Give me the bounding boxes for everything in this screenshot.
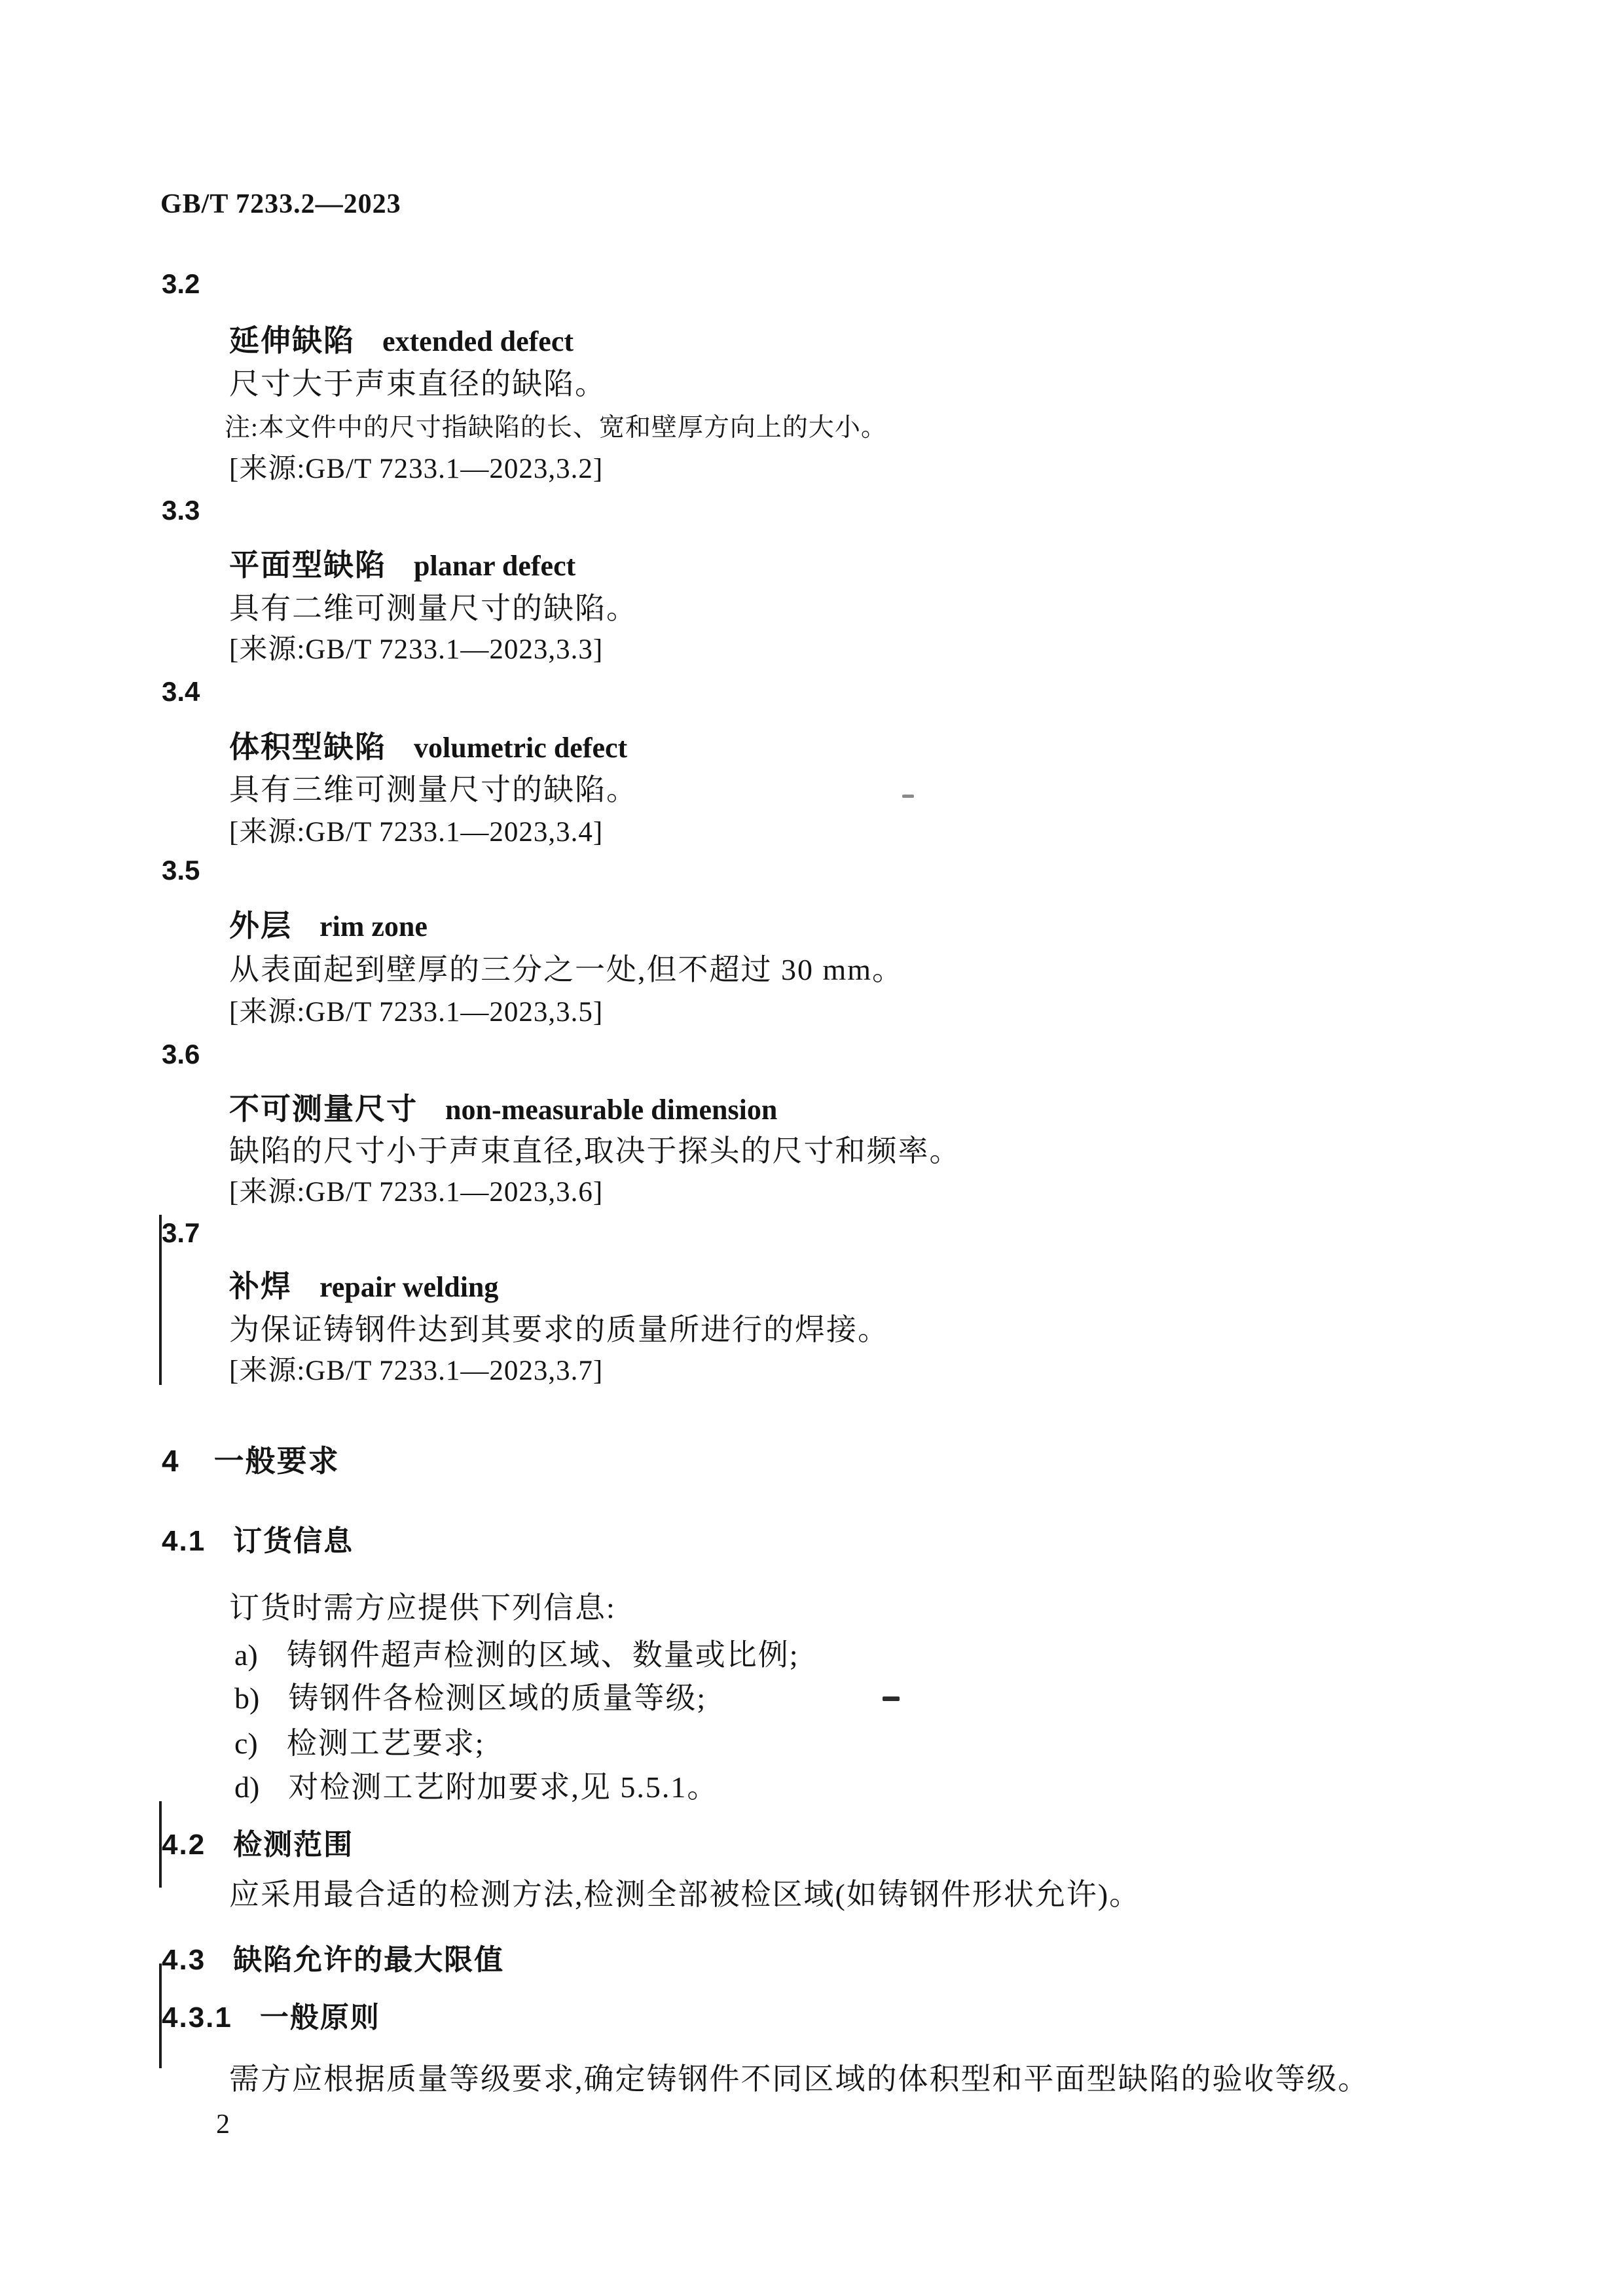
term-entry-3-6 xyxy=(229,1085,777,1128)
clause-title: 缺陷允许的最大限值 xyxy=(233,1944,505,1976)
term-definition: 具有二维可测量尺寸的缺陷。 xyxy=(229,592,638,625)
term-source: [来源:GB/T 7233.1—2023,3.7] xyxy=(229,1355,604,1386)
term-entry-3-4 xyxy=(229,723,627,766)
term-definition: 尺寸大于声束直径的缺陷。 xyxy=(229,367,606,401)
clause-title: 检测范围 xyxy=(233,1829,354,1861)
clause-number: 4.3 xyxy=(162,1944,206,1976)
list-label: a) xyxy=(234,1638,258,1672)
term-en: rim zone xyxy=(319,910,428,942)
page-header-standard-number: GB/T 7233.2—2023 xyxy=(160,189,401,219)
list-text: 铸钢件各检测区域的质量等级; xyxy=(288,1681,707,1715)
list-text: 对检测工艺附加要求,见 5.5.1。 xyxy=(288,1770,719,1804)
clause-number: 4.3.1 xyxy=(162,2001,232,2034)
term-entry-3-7 xyxy=(229,1263,498,1306)
term-note: 注:本文件中的尺寸指缺陷的长、宽和壁厚方向上的大小。 xyxy=(225,414,887,442)
term-source: [来源:GB/T 7233.1—2023,3.2] xyxy=(229,454,604,484)
scan-artifact-dash xyxy=(902,795,914,798)
term-definition: 为保证铸钢件达到其要求的质量所进行的焊接。 xyxy=(229,1313,889,1346)
clause-title: 订货信息 xyxy=(233,1525,354,1557)
clause-title: 一般原则 xyxy=(259,2001,380,2034)
term-source: [来源:GB/T 7233.1—2023,3.5] xyxy=(229,997,604,1028)
scan-artifact-dash xyxy=(883,1696,900,1701)
list-label: b) xyxy=(234,1681,260,1715)
clause-4-2-heading xyxy=(162,1821,354,1863)
term-zh: 补焊 xyxy=(229,1269,292,1303)
list-item-d xyxy=(234,1763,718,1806)
term-en: planar defect xyxy=(414,550,576,582)
list-text: 检测工艺要求; xyxy=(286,1727,485,1760)
list-text: 铸钢件超声检测的区域、数量或比例; xyxy=(286,1638,799,1672)
page-number: 2 xyxy=(216,2109,230,2140)
clause-4-1-heading xyxy=(162,1517,354,1559)
term-zh: 不可测量尺寸 xyxy=(229,1092,418,1126)
section-number-3-5: 3.5 xyxy=(162,855,200,886)
section-number-3-3: 3.3 xyxy=(162,495,200,526)
term-source: [来源:GB/T 7233.1—2023,3.3] xyxy=(229,634,604,665)
term-zh: 延伸缺陷 xyxy=(229,323,355,357)
term-source: [来源:GB/T 7233.1—2023,3.6] xyxy=(229,1177,604,1208)
list-label: d) xyxy=(234,1770,260,1804)
term-zh: 体积型缺陷 xyxy=(229,730,386,764)
term-zh: 平面型缺陷 xyxy=(229,548,386,582)
term-source: [来源:GB/T 7233.1—2023,3.4] xyxy=(229,817,604,848)
section-number-3-2: 3.2 xyxy=(162,268,200,299)
clause-4-3-1-body: 需方应根据质量等级要求,确定铸钢件不同区域的体积型和平面型缺陷的验收等级。 xyxy=(229,2062,1370,2096)
clause-number: 4 xyxy=(162,1444,180,1478)
term-en: volumetric defect xyxy=(414,732,628,764)
term-entry-3-2 xyxy=(229,317,574,360)
clause-number: 4.1 xyxy=(162,1525,206,1557)
term-en: repair welding xyxy=(319,1271,499,1303)
section-number-3-6: 3.6 xyxy=(162,1039,200,1069)
list-item-b xyxy=(234,1674,706,1717)
list-item-c xyxy=(234,1719,485,1763)
term-definition: 缺陷的尺寸小于声束直径,取决于探头的尺寸和频率。 xyxy=(229,1134,961,1168)
clause-4-2-body: 应采用最合适的检测方法,检测全部被检区域(如铸钢件形状允许)。 xyxy=(229,1878,1141,1911)
term-entry-3-3 xyxy=(229,541,575,584)
term-zh: 外层 xyxy=(229,908,292,942)
section-number-3-7: 3.7 xyxy=(162,1217,200,1248)
term-definition: 具有三维可测量尺寸的缺陷。 xyxy=(229,773,638,806)
clause-4-heading xyxy=(162,1437,340,1480)
clause-4-3-heading xyxy=(162,1936,504,1978)
section-number-3-4: 3.4 xyxy=(162,676,200,707)
term-en: non-measurable dimension xyxy=(445,1094,778,1126)
list-item-a xyxy=(234,1631,799,1674)
clause-number: 4.2 xyxy=(162,1829,206,1861)
term-en: extended defect xyxy=(382,325,574,357)
list-label: c) xyxy=(234,1727,258,1760)
clause-title: 一般要求 xyxy=(213,1444,340,1478)
term-entry-3-5 xyxy=(229,902,428,945)
clause-4-3-1-heading xyxy=(162,1994,380,2036)
term-definition: 从表面起到壁厚的三分之一处,但不超过 30 mm。 xyxy=(229,953,904,986)
clause-4-1-intro: 订货时需方应提供下列信息: xyxy=(229,1591,616,1624)
